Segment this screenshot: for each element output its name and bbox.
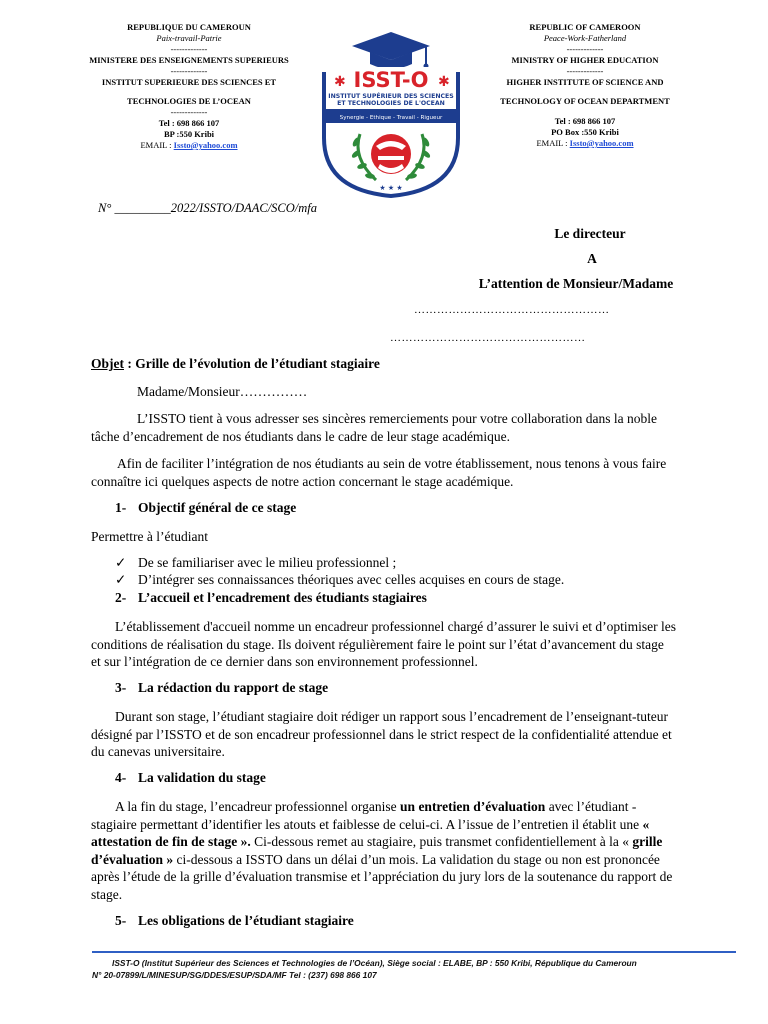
logo-line2: ET TECHNOLOGIES DE L'OCEAN: [337, 100, 445, 107]
section-heading-4: 4- La validation du stage: [115, 770, 266, 785]
graduation-cap-icon: [352, 32, 430, 60]
checkmark-icon: ✓: [115, 572, 127, 587]
header-right-separator: -------------: [566, 44, 604, 54]
header-left-ministry: MINISTERE DES ENSEIGNEMENTS SUPERIEURS: [89, 55, 289, 65]
header-right-block: [470, 22, 700, 149]
paragraph-validation: A la fin du stage, l’encadreur professionnel organise un entretien d’évaluation avec l’étudiant -stagiaire permettant d’identifier les atouts et faiblesse de celui-ci. A l’issue de l’entretien il établit une « attestation de fin de stage ». Ci-dessous remet au stagiaire, puis transmet confidentiellement à la « grille d’évaluation » ci-dessous a ISSTO dans un délai d’un mois. La validation du stage ou non est prononcée après l’étude de la grille d’évaluation transmise et l’appréciation du jury lors de la soutenance du rapport de stage.: [91, 799, 673, 902]
paragraph-thanks: L’ISSTO tient à vous adresser ses sincères remerciements pour votre collaboration dans la noble tâche d’encadrement de nos étudiants dans le cadre de leur stage académique.: [91, 411, 657, 444]
header-left-institute-line1: INSTITUT SUPERIEURE DES SCIENCES ET: [101, 77, 277, 87]
header-right-email-label: EMAIL :: [536, 138, 570, 148]
footer-address: ISST-O (Institut Supérieur des Sciences et Technologies de l’Océan), Siège social : ELABE, BP : 550 Kribi, République du Cameroun: [112, 958, 637, 968]
isst-o-logo: [318, 30, 464, 198]
header-left-country: REPUBLIQUE DU CAMEROUN: [127, 22, 251, 32]
svg-text:✱: ✱: [334, 74, 346, 90]
section-heading-3: 3- La rédaction du rapport de stage: [115, 680, 329, 695]
header-right-ministry: MINISTRY OF HIGHER EDUCATION: [511, 55, 659, 65]
subject-text: : Grille de l’évolution de l’étudiant stagiaire: [124, 356, 380, 371]
logo-line1: INSTITUT SUPÉRIEUR DES SCIENCES: [328, 93, 454, 100]
header-right-email-link[interactable]: Issto@yahoo.com: [569, 138, 634, 148]
header-left-email-line: [74, 140, 304, 151]
checkmark-icon: ✓: [115, 555, 127, 570]
recipient-dots-line1: ……………………………………………: [414, 304, 610, 316]
header-right-email-line: [470, 138, 700, 149]
header-right-bp: PO Box :550 Kribi: [551, 127, 619, 137]
header-right-institute-line1: HIGHER INSTITUTE OF SCIENCE AND: [506, 77, 664, 87]
paragraph-reception: L’établissement d'accueil nomme un encadreur professionnel chargé d’assurer le suivi et d’optimiser les conditions de réalisation du stage. Ils doivent régulièrement faire le point sur l’état d’avancement du stage et sur l’intégration de ce dernier dans son environnement professionnel.: [91, 619, 677, 669]
header-left-separator: -------------: [170, 107, 208, 117]
logo-motto: Synergie - Ethique - Travail - Rigueur: [339, 115, 443, 121]
header-left-bp: BP :550 Kribi: [163, 129, 215, 139]
header-right-tel: Tel : 698 866 107: [554, 116, 616, 126]
header-left-block: [74, 22, 304, 151]
header-left-separator: -------------: [170, 66, 208, 76]
header-right-motto: Peace-Work-Fatherland: [543, 33, 627, 43]
recipient-a: A: [587, 251, 597, 266]
list-item: ✓ De se familiariser avec le milieu professionnel ;: [115, 555, 397, 570]
subject-line: [91, 355, 676, 373]
header-left-email-link[interactable]: Issto@yahoo.com: [173, 140, 238, 150]
header-left-email-label: EMAIL :: [140, 140, 174, 150]
header-left-tel: Tel : 698 866 107: [158, 118, 220, 128]
header-right-separator: -------------: [566, 66, 604, 76]
section-heading-1: 1- Objectif général de ce stage: [115, 500, 297, 515]
header-left-motto: Paix-travail-Patrie: [156, 33, 222, 43]
section-heading-5: 5- Les obligations de l’étudiant stagiaire: [115, 913, 354, 928]
subject-label: Objet: [91, 356, 124, 371]
paragraph-integration: Afin de faciliter l’intégration de nos étudiants au sein de votre établissement, nous tenons à vous faire connaître ici quelques aspects de notre action concernant le stage académique.: [91, 456, 667, 489]
salutation: Madame/Monsieur……………: [137, 384, 308, 399]
svg-text:✱: ✱: [438, 74, 450, 90]
footer-divider: [92, 951, 736, 953]
header-left-separator: -------------: [170, 44, 208, 54]
list-item: ✓ D’intégrer ses connaissances théoriques avec celles acquises en cours de stage.: [115, 572, 565, 587]
footer: [92, 957, 742, 981]
recipient-title: Le directeur: [554, 226, 626, 241]
header-right-institute-line2: TECHNOLOGY OF OCEAN DEPARTMENT: [500, 96, 670, 106]
svg-text:★ ★ ★: ★ ★ ★: [379, 184, 403, 192]
recipient-dots-line2: ……………………………………………: [390, 332, 586, 344]
goal-intro: Permettre à l’étudiant: [91, 529, 208, 544]
reference-number: N° _________2022/ISSTO/DAAC/SCO/mfa: [98, 201, 318, 215]
header-left-institute-line2: TECHNOLOGIES DE L’OCEAN: [127, 96, 251, 106]
paragraph-report: Durant son stage, l’étudiant stagiaire doit rédiger un rapport sous l’encadrement de l’enseignant-tuteur désigné par l’ISSTO et de son encadreur professionnel dans le strict respect de la confidentialité attendue et du canevas universitaire.: [91, 709, 672, 759]
header-right-country: REPUBLIC OF CAMEROON: [529, 22, 641, 32]
footer-registration: N° 20-07899/L/MINESUP/SG/DDES/ESUP/SDA/MF Tel : (237) 698 866 107: [92, 970, 377, 980]
section-heading-2: 2- L’accueil et l’encadrement des étudiants stagiaires: [115, 590, 427, 605]
recipient-attention: L’attention de Monsieur/Madame: [478, 276, 674, 291]
logo-name: ISST-O: [353, 68, 429, 92]
